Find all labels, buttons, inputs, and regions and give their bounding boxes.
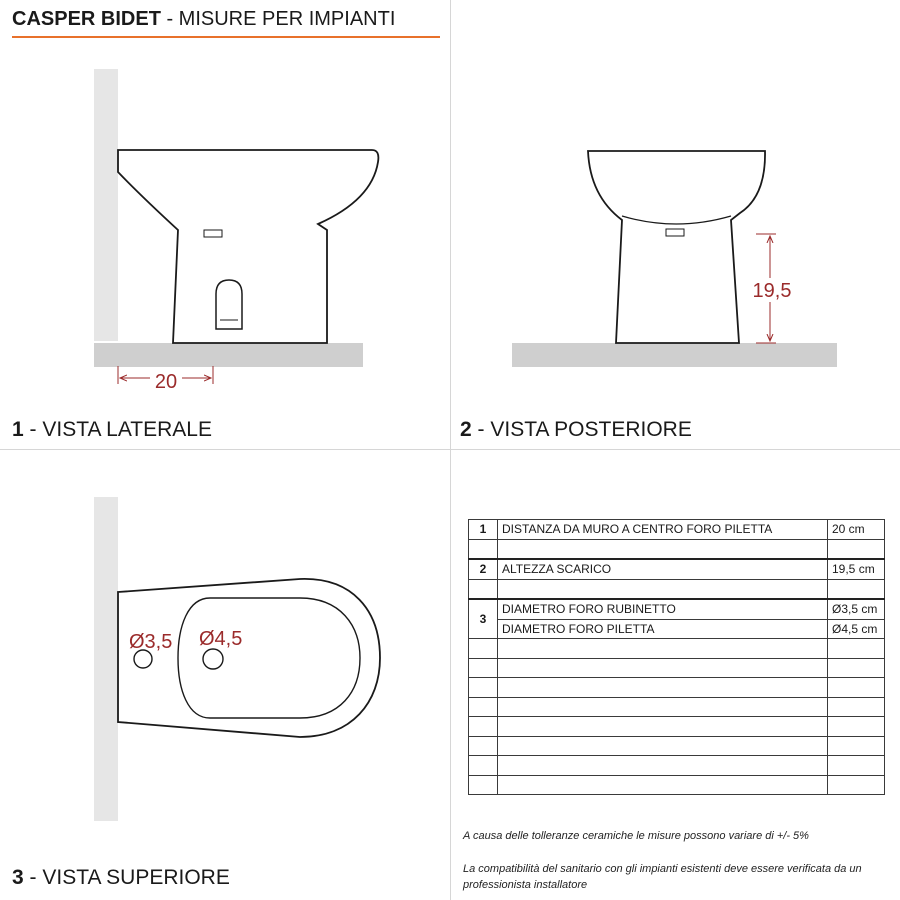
tolerance-note: A causa delle tolleranze ceramiche le misure possono variare di +/- 5%: [463, 830, 809, 842]
table-cell-number: [469, 539, 498, 559]
table-cell-value: [828, 579, 885, 599]
top-view-drain-hole-label: Ø4,5: [199, 628, 243, 650]
table-cell-description: [498, 697, 828, 717]
page-title-product: CASPER BIDET: [12, 8, 161, 30]
table-row: [469, 520, 885, 540]
table-cell-description: [498, 639, 828, 659]
table-cell-number: 2: [469, 559, 498, 579]
table-cell-number: 3: [469, 599, 498, 639]
table-cell-description: [498, 775, 828, 795]
table-cell-description: [498, 658, 828, 678]
table-row: [469, 775, 885, 795]
table-row: [469, 658, 885, 678]
table-cell-description: [498, 539, 828, 559]
page-title-subtitle: - MISURE PER IMPIANTI: [160, 8, 396, 30]
table-cell-description: [498, 756, 828, 776]
table-cell-number: [469, 697, 498, 717]
top-view-wall: [94, 497, 118, 821]
side-view-wall: [94, 69, 118, 341]
side-view-mount-bracket: [204, 230, 222, 237]
table-cell-value: [828, 736, 885, 756]
table-cell-description: DISTANZA DA MURO A CENTRO FORO PILETTA: [498, 520, 828, 540]
side-view-service-opening: [216, 280, 242, 329]
table-row: [469, 756, 885, 776]
table-row: [469, 619, 885, 639]
table-cell-number: [469, 736, 498, 756]
table-cell-number: 1: [469, 520, 498, 540]
rear-view-drawing: [512, 151, 837, 367]
table-row: [469, 717, 885, 737]
table-cell-number: [469, 678, 498, 698]
table-cell-number: [469, 639, 498, 659]
table-cell-value: [828, 717, 885, 737]
caption-side-view: [12, 418, 212, 442]
caption-top-view-number: 3: [12, 866, 24, 889]
table-cell-value: [828, 678, 885, 698]
table-cell-number: [469, 717, 498, 737]
rear-view-dimension-label: 19,5: [752, 280, 792, 302]
table-cell-number: [469, 775, 498, 795]
table-cell-description: DIAMETRO FORO PILETTA: [498, 619, 828, 639]
table-row: [469, 697, 885, 717]
table-cell-value: [828, 658, 885, 678]
table-row: [469, 599, 885, 619]
table-cell-value: 19,5 cm: [828, 559, 885, 579]
caption-top-view: [12, 866, 230, 890]
table-row: [469, 559, 885, 579]
caption-side-view-label: - VISTA LATERALE: [23, 418, 212, 441]
measurements-table: [468, 519, 885, 795]
side-view-bidet-outline: [118, 150, 378, 343]
side-view-floor: [94, 343, 363, 367]
table-cell-value: [828, 639, 885, 659]
top-view-tap-hole-label: Ø3,5: [129, 631, 173, 653]
table-cell-number: [469, 579, 498, 599]
top-view-drain-hole: [203, 649, 223, 669]
top-view-drawing: [94, 497, 380, 821]
table-row: [469, 639, 885, 659]
table-cell-value: Ø4,5 cm: [828, 619, 885, 639]
table-cell-description: ALTEZZA SCARICO: [498, 559, 828, 579]
table-cell-number: [469, 658, 498, 678]
table-cell-value: [828, 756, 885, 776]
caption-rear-view-number: 2: [460, 418, 472, 441]
table-cell-description: [498, 736, 828, 756]
table-cell-value: [828, 775, 885, 795]
table-cell-description: [498, 678, 828, 698]
table-row: [469, 736, 885, 756]
side-view-dimension-label: 20: [154, 371, 178, 393]
table-cell-description: DIAMETRO FORO RUBINETTO: [498, 599, 828, 619]
table-row: [469, 579, 885, 599]
table-cell-description: [498, 717, 828, 737]
table-cell-value: [828, 697, 885, 717]
table-cell-value: 20 cm: [828, 520, 885, 540]
rear-view-bidet-outline: [588, 151, 765, 343]
side-view-drawing: [94, 69, 378, 393]
rear-view-mount-bracket: [666, 229, 684, 236]
caption-rear-view: [460, 418, 692, 442]
caption-rear-view-label: - VISTA POSTERIORE: [471, 418, 692, 441]
table-cell-value: [828, 539, 885, 559]
caption-side-view-number: 1: [12, 418, 24, 441]
table-row: [469, 678, 885, 698]
table-row: [469, 539, 885, 559]
rear-view-floor: [512, 343, 837, 367]
compatibility-note: La compatibilità del sanitario con gli impianti esistenti deve essere verificata da un professionista installatore: [463, 863, 862, 891]
table-cell-number: [469, 756, 498, 776]
table-cell-description: [498, 579, 828, 599]
caption-top-view-label: - VISTA SUPERIORE: [23, 866, 230, 889]
table-cell-value: Ø3,5 cm: [828, 599, 885, 619]
